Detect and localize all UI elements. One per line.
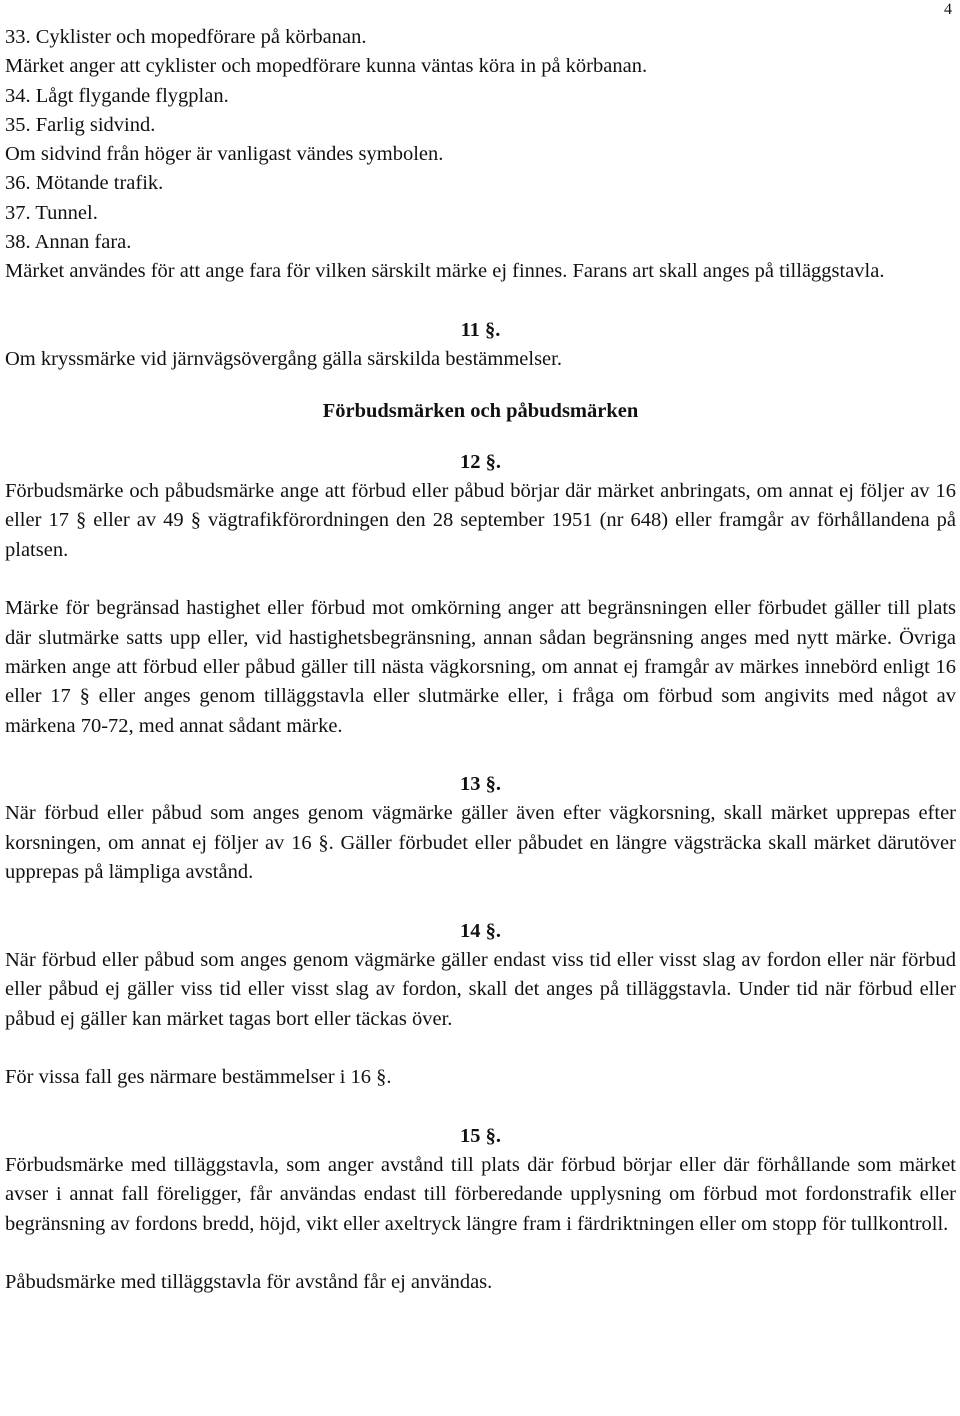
section-title-11: 11 §. (460, 318, 501, 341)
section-text-11: Om kryssmärke vid järnvägsövergång gälla särskilda bestämmelser. (5, 348, 562, 371)
list-item-description: Märket anger att cyklister och mopedförare kunna väntas köra in på körbanan. (5, 55, 648, 78)
section-paragraph-15-1: Förbudsmärke med tilläggstavla, som anger avstånd till plats där förbud börjar eller där förhållande som märket avser i annat fall föreligger, får användas endast till förberedande upplysning om förbud mot fordonstrafik eller begränsning av fordons bredd, höjd, vikt eller axeltryck längre fram i färdriktningen eller om stopp för tullkontroll. (5, 1153, 956, 1235)
page-number: 4 (944, 1, 952, 18)
list-item: 38. Annan fara. (5, 231, 132, 254)
section-title-14: 14 §. (460, 919, 501, 942)
list-item: 37. Tunnel. (5, 201, 98, 224)
list-item: 36. Mötande trafik. (5, 172, 164, 195)
list-item: 33. Cyklister och mopedförare på körbanan. (5, 26, 367, 48)
section-paragraph-13: När förbud eller påbud som anges genom vägmärke gäller även efter vägkorsning, skall märket upprepas efter korsningen, om annat ej följer av 16 §. Gäller förbudet eller påbudet en längre vägsträcka skall märket därutöver upprepas på lämpliga avstånd. (5, 802, 956, 884)
section-paragraph-15-2: Påbudsmärke med tilläggstavla för avstånd får ej användas. (5, 1271, 493, 1294)
list-item: 34. Lågt flygande flygplan. (5, 84, 229, 107)
list-item-description: Om sidvind från höger är vanligast vändes symbolen. (5, 143, 444, 166)
list-item: 35. Farlig sidvind. (5, 113, 156, 136)
section-paragraph-14-1: När förbud eller påbud som anges genom vägmärke gäller endast viss tid eller visst slag av fordon eller när förbud eller påbud ej gäller viss tid eller visst slag av fordon, skall det anges på tilläggstavla. Under tid när förbud eller påbud ej gäller kan märket tagas bort eller täckas över. (5, 948, 956, 1030)
section-paragraph-14-2: För vissa fall ges närmare bestämmelser i 16 §. (5, 1066, 392, 1089)
section-paragraph-12-2: Märke för begränsad hastighet eller förbud mot omkörning anger att begränsningen eller förbudet gäller till plats där slutmärke satts upp eller, vid hastighetsbegränsning, annan sådan begränsning anges med nytt märke. Övriga märken ange att förbud eller påbud gäller till nästa vägkorsning, om annat ej framgår av märkes innebörd enligt 16 eller 17 § eller anges genom tilläggstavla eller slutmärke eller, i fråga om förbud som angivits med något av märkena 70-72, med annat sådant märke. (5, 597, 956, 737)
chapter-heading: Förbudsmärken och påbudsmärken (322, 399, 639, 422)
document-page (5, 23, 956, 1297)
list-item-description: Märket användes för att ange fara för vilken särskilt märke ej finnes. Farans art skall anges på tilläggstavla. (5, 260, 885, 283)
section-title-15: 15 §. (460, 1124, 501, 1147)
section-title-13: 13 §. (460, 773, 501, 796)
section-title-12: 12 §. (460, 450, 501, 473)
section-paragraph-12-1: Förbudsmärke och påbudsmärke ange att förbud eller påbud börjar där märket anbringats, om annat ej följer av 16 eller 17 § eller av 49 § vägtrafikförordningen den 28 september 1951 (nr 648) eller framgår av förhållandena på platsen. (5, 480, 956, 561)
